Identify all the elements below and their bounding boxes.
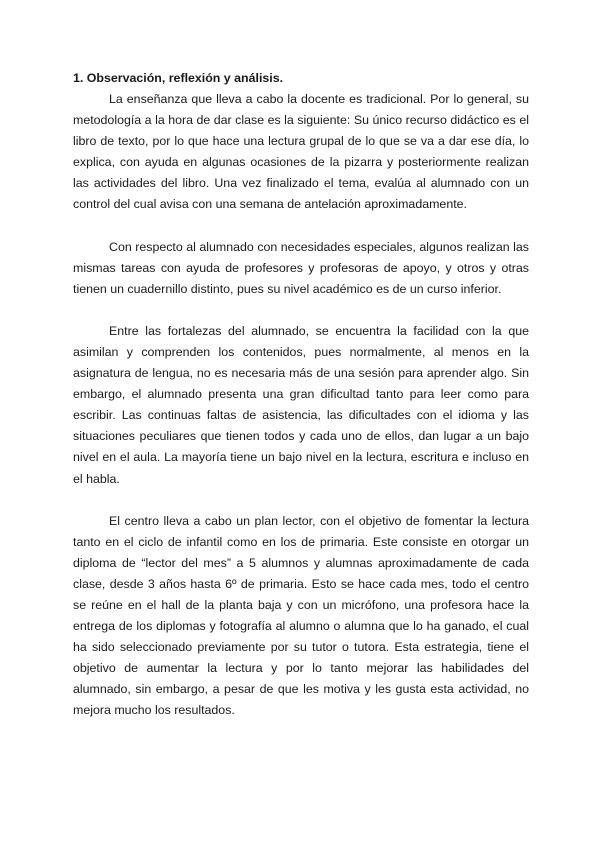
paragraph-reading-plan: El centro lleva a cabo un plan lector, con el objetivo de fomentar la lectura tanto en el ciclo de infantil como en los de primaria. Este consiste en otorgar un diploma de “lector del mes” a 5 alumnos y alumnas aproximadamente de cada clase, desde 3 años hasta 6º de primaria. Esto se hace cada mes, todo el centro se reúne en el hall de la planta baja y con un micrófono, una profesora hace la entrega de los diplomas y fotografía al alumno o alumna que lo ha ganado, el cual ha sido seleccionado previamente por su tutor o tutora. Esta estrategia, tiene el objetivo de aumentar la lectura y por lo tanto mejorar las habilidades del alumnado, sin embargo, a pesar de que les motiva y les gusta esta actividad, no mejora mucho los resultados. [73,513,529,718]
paragraph-special-needs: Con respecto al alumnado con necesidades especiales, algunos realizan las mismas tareas con ayuda de profesores y profesoras de apoyo, y otros y otras tienen un cuadernillo distinto, pues su nivel académico es de un curso inferior. [73,239,529,296]
section-heading: 1. Observación, reflexión y análisis. [73,71,284,85]
paragraph-teaching-method: La enseñanza que lleva a cabo la docente es tradicional. Por lo general, su metodología a la hora de dar clase es la siguiente: Su único recurso didáctico es el libro de texto, por lo que hace una lectura grupal de lo que se va a dar ese día, lo explica, con ayuda en algunas ocasiones de la pizarra y posteriormente realizan las actividades del libro. Una vez finalizado el tema, evalúa al alumnado con un control del cual avisa con una semana de antelación aproximadamente. [73,92,529,212]
paragraph-strengths: Entre las fortalezas del alumnado, se encuentra la facilidad con la que asimilan y comprenden los contenidos, pues normalmente, al menos en la asignatura de lengua, no es necesaria más de una sesión para aprender algo. Sin embargo, el alumnado presenta una gran dificultad tanto para leer como para escribir. Las continuas faltas de asistencia, las dificultades con el idioma y las situaciones peculiares que tienen todos y cada uno de ellos, dan lugar a un bajo nivel en el aula. La mayoría tiene un bajo nivel en la lectura, escritura e incluso en el habla. [73,323,529,486]
document-page [73,68,529,743]
